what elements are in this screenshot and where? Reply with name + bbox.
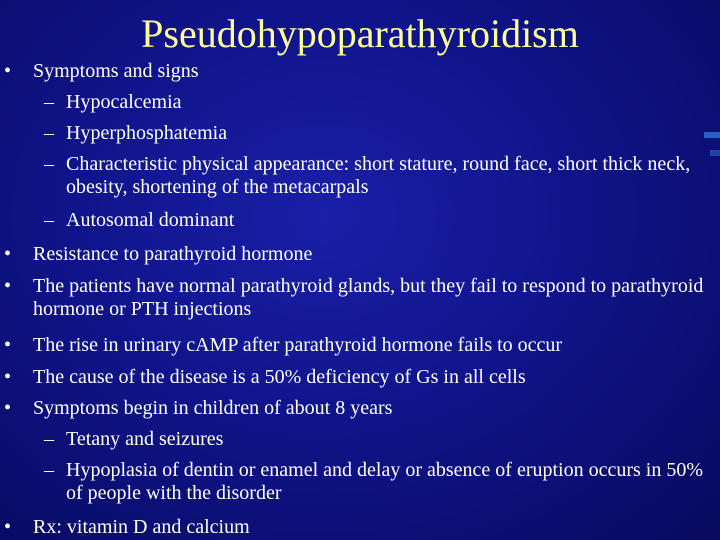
sub-bullet-item: Tetany and seizures bbox=[66, 428, 224, 450]
sub-bullet-item: Autosomal dominant bbox=[66, 209, 235, 231]
bullet-marker: • bbox=[4, 60, 12, 82]
bullet-marker: • bbox=[4, 397, 12, 419]
sub-bullet-item: Hypocalcemia bbox=[66, 91, 182, 113]
bullet-item: The rise in urinary cAMP after parathyroid hormone fails to occur bbox=[33, 334, 563, 356]
bullet-item: Symptoms begin in children of about 8 years bbox=[33, 397, 393, 419]
dash-marker: – bbox=[44, 209, 54, 231]
dash-marker: – bbox=[44, 459, 54, 481]
bullet-item: The cause of the disease is a 50% deficiency of Gs in all cells bbox=[33, 366, 526, 388]
bullet-marker: • bbox=[4, 334, 12, 356]
sub-bullet-item: Hypoplasia of dentin or enamel and delay or absence of eruption occurs in 50% of people with the disorder bbox=[66, 459, 704, 504]
sub-bullet-item: Characteristic physical appearance: short stature, round face, short thick neck, obesity, shortening of the metacarpals bbox=[66, 153, 691, 198]
dash-marker: – bbox=[44, 153, 54, 175]
dash-marker: – bbox=[44, 91, 54, 113]
bullet-item: The patients have normal parathyroid glands, but they fail to respond to parathyroid hormone or PTH injections bbox=[33, 275, 704, 320]
bullet-marker: • bbox=[4, 516, 12, 538]
bullet-marker: • bbox=[4, 243, 12, 265]
dash-marker: – bbox=[44, 122, 54, 144]
bullet-marker: • bbox=[4, 366, 12, 388]
bullet-item: Rx: vitamin D and calcium bbox=[33, 516, 250, 538]
dash-marker: – bbox=[44, 428, 54, 450]
bullet-item: Symptoms and signs bbox=[33, 60, 199, 82]
bullet-item: Resistance to parathyroid hormone bbox=[33, 243, 313, 265]
bullet-marker: • bbox=[4, 275, 12, 297]
slide-title: Pseudohypoparathyroidism bbox=[141, 11, 579, 56]
accent-bar-2 bbox=[710, 150, 720, 156]
sub-bullet-item: Hyperphosphatemia bbox=[66, 122, 228, 144]
